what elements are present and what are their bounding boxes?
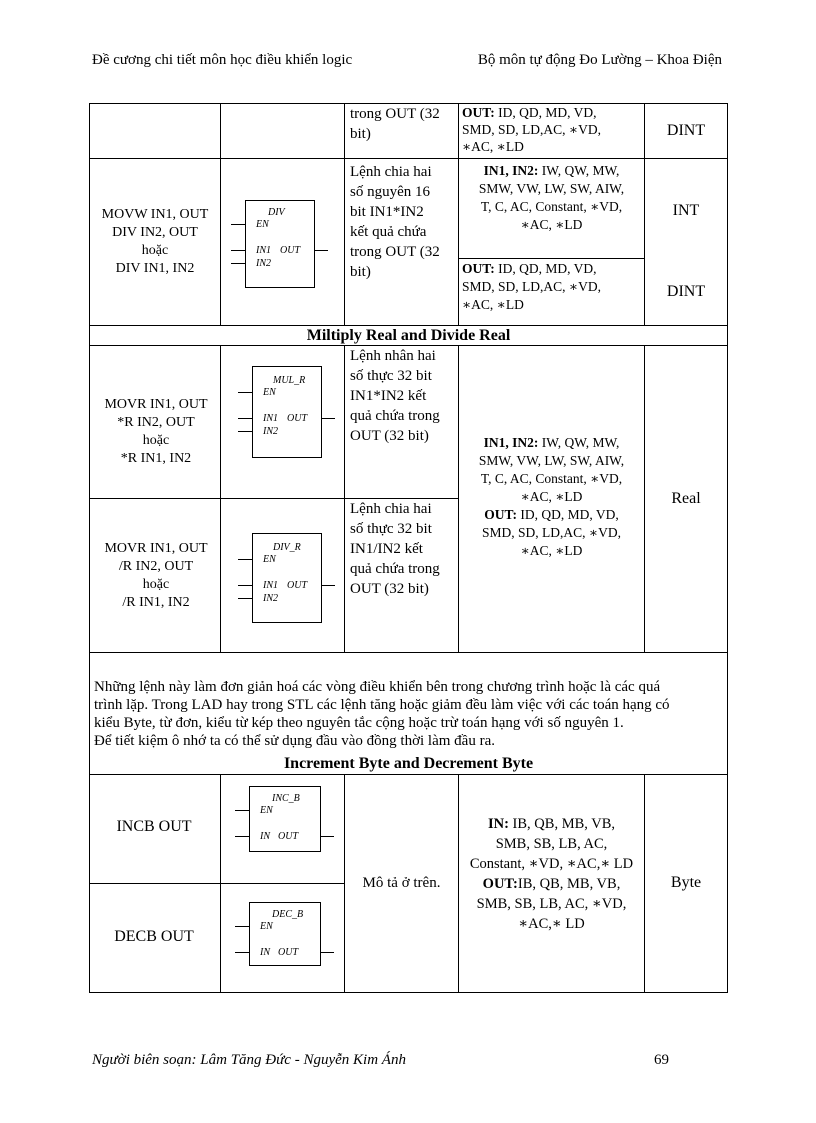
top-row-description: trong OUT (32 bit) bbox=[350, 106, 440, 142]
divr-description: Lệnh chia hai số thực 32 bit IN1/IN2 kết quả chứa trong OUT (32 bit) bbox=[350, 501, 440, 597]
div-output-type: DINT bbox=[666, 283, 706, 300]
byte-operands: IN: IB, QB, MB, VB, SMB, SB, LB, AC, Constant, ∗VD, ∗AC,∗ LD OUT:IB, QB, MB, VB, SMB, SB, LB, AC, ∗VD, ∗AC,∗ LD bbox=[469, 816, 634, 932]
divr-stl-code: MOVR IN1, OUT /R IN2, OUT hoặc /R IN1, IN2 bbox=[104, 541, 208, 610]
incb-stl-code: INCB OUT bbox=[116, 818, 192, 835]
top-row-operands: OUT: ID, QD, MD, VD, SMD, SD, LD,AC, ∗VD, ∗AC, ∗LD bbox=[462, 105, 601, 154]
real-type: Real bbox=[671, 490, 701, 507]
div-input-type: INT bbox=[672, 202, 700, 219]
header-department: Bộ môn tự động Đo Lường – Khoa Điện bbox=[477, 52, 722, 68]
section-heading-byte: Increment Byte and Decrement Byte bbox=[283, 755, 534, 772]
decb-stl-code: DECB OUT bbox=[114, 928, 194, 945]
footer-author: Người biên soạn: Lâm Tăng Đức - Nguyễn Kim Ánh bbox=[92, 1052, 406, 1068]
div-description: Lệnh chia hai số nguyên 16 bit IN1*IN2 kết quả chứa trong OUT (32 bit) bbox=[350, 164, 440, 280]
real-operands: IN1, IN2: IW, QW, MW, SMW, VW, LW, SW, AIW, T, C, AC, Constant, ∗VD, ∗AC, ∗LD OUT: ID, QD, MD, VD, SMD, SD, LD,AC, ∗VD, ∗AC, ∗LD bbox=[478, 435, 625, 558]
section-heading-real: Miltiply Real and Divide Real bbox=[306, 327, 511, 344]
page-number: 69 bbox=[654, 1052, 669, 1068]
byte-type: Byte bbox=[670, 874, 702, 891]
mulr-description: Lệnh nhân hai số thực 32 bit IN1*IN2 kết quả chứa trong OUT (32 bit) bbox=[350, 348, 440, 444]
mulr-stl-code: MOVR IN1, OUT *R IN2, OUT hoặc *R IN1, IN2 bbox=[104, 397, 208, 466]
increment-description-paragraph: Những lệnh này làm đơn giản hoá các vòng điều khiển bên trong chương trình hoặc là các quá trình lặp. Trong LAD hay trong STL các lệnh tăng hoặc giảm đều làm việc với các toán hạng có kiểu Byte, từ đơn, kiểu từ kép theo nguyên tắc cộng hoặc trừ toán hạng với số nguyên 1. Để tiết kiệm ô nhớ ta có thể sử dụng đầu vào đồng thời làm đầu ra. bbox=[94, 679, 670, 749]
div-output-operands: OUT: ID, QD, MD, VD, SMD, SD, LD,AC, ∗VD, ∗AC, ∗LD bbox=[462, 261, 601, 312]
div-stl-code: MOVW IN1, OUT DIV IN2, OUT hoặc DIV IN1, IN2 bbox=[101, 207, 209, 276]
div-input-operands: IN1, IN2: IW, QW, MW, SMW, VW, LW, SW, AIW, T, C, AC, Constant, ∗VD, ∗AC, ∗LD bbox=[478, 163, 625, 232]
top-row-type: DINT bbox=[666, 122, 706, 139]
header-course-title: Đề cương chi tiết môn học điều khiển logic bbox=[92, 52, 353, 68]
byte-description: Mô tả ở trên. bbox=[362, 875, 441, 891]
